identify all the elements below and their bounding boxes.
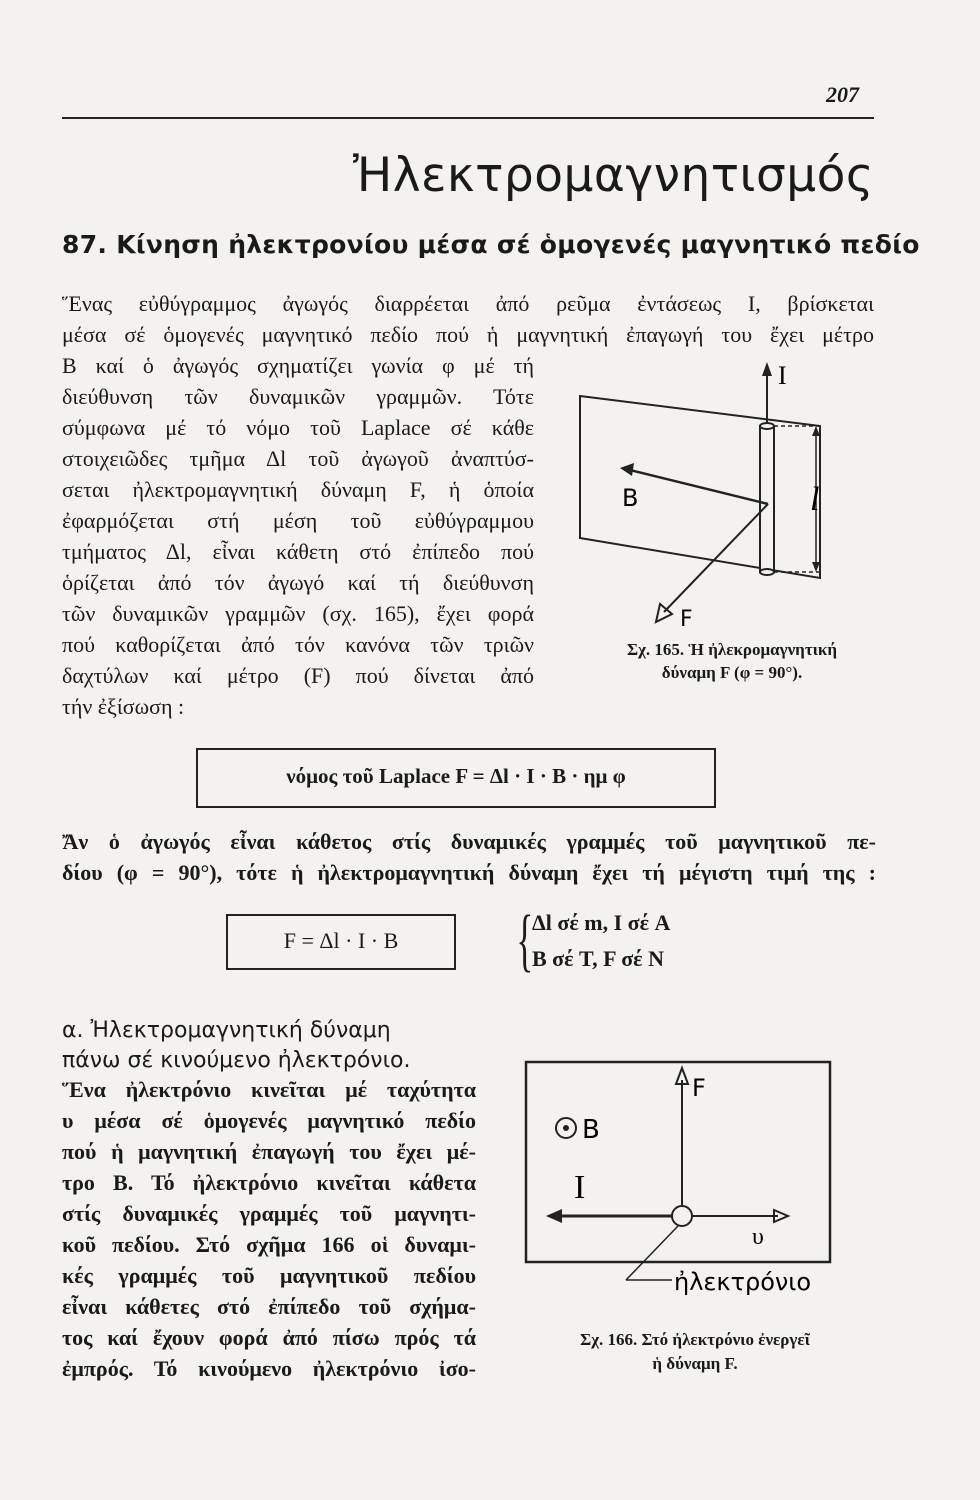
conductor-bottom	[760, 569, 774, 575]
text-line: ἐφαρμόζεται στή μέση τοῦ εὐθύγραμμου	[62, 508, 534, 533]
text-line: σύμφωνα μέ τό νόμο τοῦ Laplace σέ κάθε	[62, 415, 534, 440]
figure-165-caption	[582, 638, 882, 684]
figure-166-caption	[530, 1328, 860, 1376]
label-electron: ἠλεκτρόνιο	[674, 1268, 812, 1296]
label-B: B	[622, 484, 639, 512]
label-B: B	[582, 1115, 600, 1145]
text-line: δαχτύλων καί μέτρο (F) πού δίνεται ἀπό	[62, 663, 534, 688]
text-line: κοῦ πεδίου. Στό σχῆμα 166 οἱ δυναμι-	[62, 1232, 476, 1257]
heading-line: πάνω σέ κινούμενο ἠλεκτρόνιο.	[62, 1048, 411, 1073]
max-force-paragraph	[62, 826, 876, 888]
field-arrowhead	[620, 463, 634, 476]
text-line: Β καί ὁ ἀγωγός σχηματίζει γωνία φ μέ τή	[62, 353, 534, 378]
caption-line: ἡ δύναμη F.	[652, 1354, 738, 1373]
text-line: τρο Β. Τό ἠλεκτρόνιο κινεῖται κάθετα	[62, 1170, 476, 1195]
text-line: μέσα σέ ὁμογενές μαγνητικό πεδίο πού ἡ μαγνητική ἐπαγωγή του ἔχει μέτρο	[62, 322, 874, 347]
text-line: Ἕνα ἠλεκτρόνιο κινεῖται μέ ταχύτητα	[62, 1077, 476, 1102]
text-line: τος καί ἔχουν φορά ἀπό πίσω πρός τά	[62, 1325, 476, 1350]
header-rule	[62, 117, 874, 119]
text-line: κές γραμμές τοῦ μαγνητικοῦ πεδίου	[62, 1263, 476, 1288]
caption-line: Σχ. 165. Ἡ ἠλεκρομαγνητική	[626, 640, 838, 659]
dim-arrowhead-bottom	[812, 562, 820, 572]
text-line: υ μέσα σέ ὁμογενές μαγνητικό πεδίο	[62, 1108, 476, 1133]
text-line: διεύθυνση τῶν δυναμικῶν γραμμῶν. Τότε	[62, 384, 534, 409]
label-F: F	[680, 607, 693, 632]
formula-text: F = Δl · I · B	[283, 928, 399, 953]
text-line: εἶναι κάθετες στό ἐπίπεδο τοῦ σχήμα-	[62, 1294, 476, 1319]
subsection-paragraph	[62, 1074, 476, 1384]
formula-box	[226, 914, 456, 970]
text-line: ὁρίζεται ἀπό τόν ἀγωγό καί τή διεύθυνση	[62, 570, 534, 595]
field-region	[526, 1062, 830, 1262]
text-line: πού καθορίζεται ἀπό τόν κανόνα τῶν τριῶν	[62, 632, 534, 657]
text-line: Ἄν ὁ ἀγωγός εἶναι κάθετος στίς δυναμικές γραμμές τοῦ μαγνητικοῦ πε-	[62, 829, 876, 854]
section-heading: 87. Κίνηση ἠλεκτρονίου μέσα σέ ὁμογενές μαγνητικό πεδίο	[62, 230, 920, 259]
figure-165	[572, 358, 892, 638]
current-arrowhead	[546, 1209, 562, 1223]
subsection-heading	[62, 1016, 410, 1076]
current-arrowhead	[762, 362, 772, 376]
label-v: υ	[752, 1224, 764, 1250]
figure-166	[522, 1058, 872, 1328]
units-line-2: B σέ T, F σέ N	[532, 946, 664, 971]
units-line-1: Δl σέ m, I σέ A	[532, 910, 671, 935]
text-line: Ἕνας εὐθύγραμμος ἀγωγός διαρρέεται ἀπό ρεῦμα ἐντάσεως Ι, βρίσκεται	[62, 291, 874, 316]
text-line: σεται ἠλεκτρομαγνητική δύναμη F, ἡ ὁποία	[62, 477, 534, 502]
label-l: l	[810, 481, 820, 518]
dim-arrowhead-top	[812, 426, 820, 436]
text-line: στοιχειῶδες τμῆμα Δl τοῦ ἀγωγοῦ ἀναπτύσ-	[62, 446, 534, 471]
text-line: στίς δυναμικές γραμμές τοῦ μαγνητι-	[62, 1201, 476, 1226]
text-line: τῶν δυναμικῶν γραμμῶν (σχ. 165), ἔχει φορά	[62, 601, 534, 626]
caption-line: Σχ. 166. Στό ἠλεκτρόνιο ἐνεργεῖ	[580, 1330, 810, 1349]
force-vector-F	[664, 504, 768, 612]
text-line: τμήματος Δl, εἶναι κάθετη στό ἐπίπεδο πού	[62, 539, 534, 564]
field-dot	[563, 1125, 569, 1131]
laplace-law-text: νόμος τοῦ Laplace F = Δl · I · B · ημ φ	[286, 764, 626, 788]
text-line: τήν ἐξίσωση :	[62, 694, 185, 719]
units-brace: {	[516, 902, 534, 979]
label-F: F	[692, 1074, 706, 1102]
label-I: I	[574, 1169, 586, 1206]
field-vector-B	[630, 470, 768, 504]
text-line: δίου (φ = 90°), τότε ἡ ἠλεκτρομαγνητική δύναμη ἔχει τή μέγιστη τιμή της :	[62, 860, 876, 885]
intro-paragraph-narrow	[62, 350, 534, 722]
chapter-title: Ἠλεκτρομαγνητισμός	[352, 148, 874, 203]
laplace-law-box	[196, 748, 716, 808]
electron-leader	[626, 1226, 678, 1280]
page-number: 207	[826, 82, 859, 107]
text-line: ἐμπρός. Τό κινούμενο ἠλεκτρόνιο ἰσο-	[62, 1356, 476, 1381]
conductor-top	[760, 423, 774, 429]
electron	[672, 1206, 692, 1226]
caption-line: δύναμη F (φ = 90°).	[661, 663, 803, 682]
label-I: I	[778, 361, 787, 390]
text-line: πού ἡ μαγνητική ἐπαγωγή του ἔχει μέ-	[62, 1139, 476, 1164]
intro-paragraph-full	[62, 288, 874, 350]
conductor	[760, 426, 774, 572]
heading-line: α. Ἠλεκτρομαγνητική δύναμη	[62, 1018, 391, 1043]
